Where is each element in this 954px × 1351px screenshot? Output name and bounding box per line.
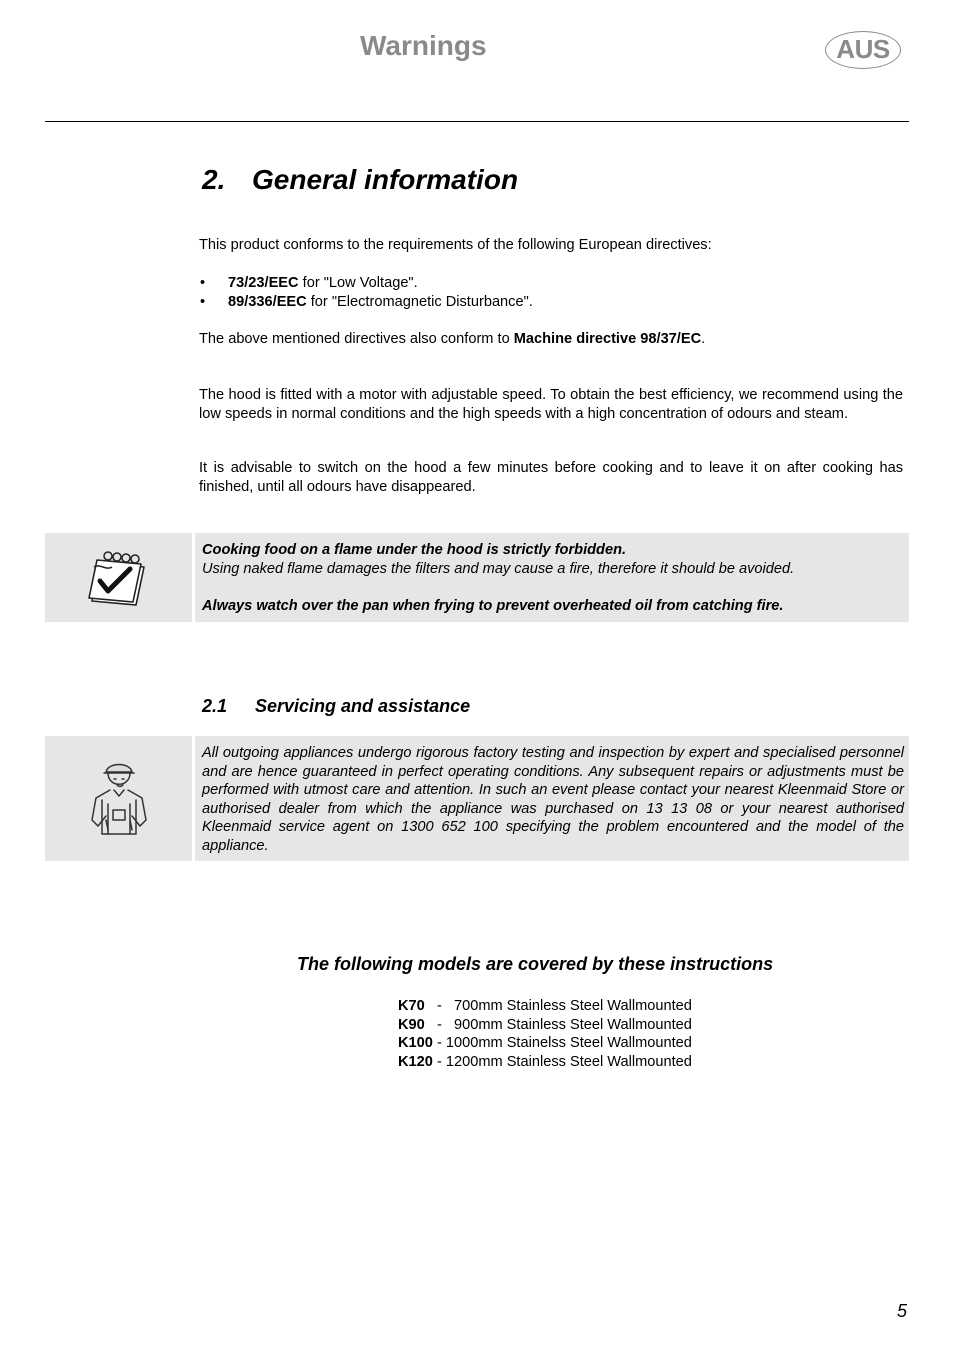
section-heading: [202, 164, 518, 196]
directive-code: 89/336/EEC: [228, 294, 307, 310]
machine-directive-prefix: The above mentioned directives also conform to: [199, 331, 514, 347]
directive-code: 73/23/EEC: [228, 275, 299, 291]
models-heading: The following models are covered by these instructions: [297, 954, 774, 974]
model-code: K70: [398, 998, 425, 1014]
notepad-check-icon: [86, 547, 152, 609]
model-description: - 700mm Stainless Steel Wallmounted: [424, 998, 692, 1014]
model-item: [398, 1016, 692, 1035]
model-description: - 1000mm Stainelss Steel Wallmounted: [432, 1035, 692, 1051]
directive-text: for "Low Voltage".: [298, 275, 418, 291]
machine-directive-name: Machine directive 98/37/EC: [513, 331, 702, 347]
model-code: K120: [398, 1053, 433, 1070]
model-item: [398, 1053, 692, 1072]
directive-item: [200, 293, 533, 312]
machine-directive-suffix: .: [701, 331, 706, 347]
model-item: [398, 997, 692, 1016]
bullet-icon: •: [200, 275, 206, 291]
country-badge: AUS: [825, 31, 901, 69]
bullet-icon: •: [200, 294, 206, 310]
model-description: - 1200mm Stainless Steel Wallmounted: [432, 1053, 692, 1070]
model-code: K100: [398, 1035, 433, 1051]
warning-box: [45, 533, 909, 622]
page-header-title: Warnings: [360, 30, 487, 61]
machine-directive-paragraph: [199, 330, 903, 349]
switch-on-paragraph: It is advisable to switch on the hood a few minutes before cooking and to leave it on after cooking has finished, until all odours have disappeared.: [199, 460, 903, 495]
section-title: General information: [252, 164, 519, 195]
intro-paragraph: This product conforms to the requirements of the following European directives:: [199, 237, 712, 253]
warning-line-naked-flame: Using naked flame damages the filters and may cause a fire, therefore it should be avoided.: [202, 560, 795, 577]
header-divider: [45, 121, 909, 122]
warning-icon-cell: [45, 533, 195, 622]
subsection-heading: [202, 696, 470, 717]
subsection-title: Servicing and assistance: [255, 696, 471, 716]
model-item: [398, 1034, 692, 1053]
technician-icon: [86, 760, 152, 838]
models-list: [398, 997, 692, 1071]
motor-speed-paragraph: The hood is fitted with a motor with adjustable speed. To obtain the best efficiency, we recommend using the low speeds in normal conditions and the high speeds with a high concentration of odours and steam.: [199, 387, 903, 422]
warning-text: [195, 533, 799, 622]
directive-item: [200, 274, 418, 293]
page-number: 5: [897, 1301, 908, 1321]
warning-line-forbidden: Cooking food on a flame under the hood is strictly forbidden.: [202, 542, 627, 558]
directive-text: for "Electromagnetic Disturbance".: [306, 294, 533, 310]
service-box: [45, 736, 909, 861]
warning-line-frying: Always watch over the pan when frying to prevent overheated oil from catching fire.: [202, 597, 784, 614]
subsection-number: 2.1: [202, 696, 228, 716]
model-description: - 900mm Stainless Steel Wallmounted: [424, 1016, 692, 1033]
section-number: 2.: [202, 164, 226, 195]
model-code: K90: [398, 1016, 425, 1033]
service-icon-cell: [45, 736, 195, 861]
service-text: All outgoing appliances undergo rigorous factory testing and inspection by expert and specialised personnel and are hence guaranteed in perfect operating conditions. Any subsequent repairs or adjustments must be performed with utmost care and attention. In such an event please contact your nearest Kleenmaid Store or authorised dealer from which the appliance was purchased on 13 13 08 or your nearest authorised Kleenmaid service agent on 1300 652 100 specifying the problem encountered and the model of the appliance.: [202, 745, 904, 854]
